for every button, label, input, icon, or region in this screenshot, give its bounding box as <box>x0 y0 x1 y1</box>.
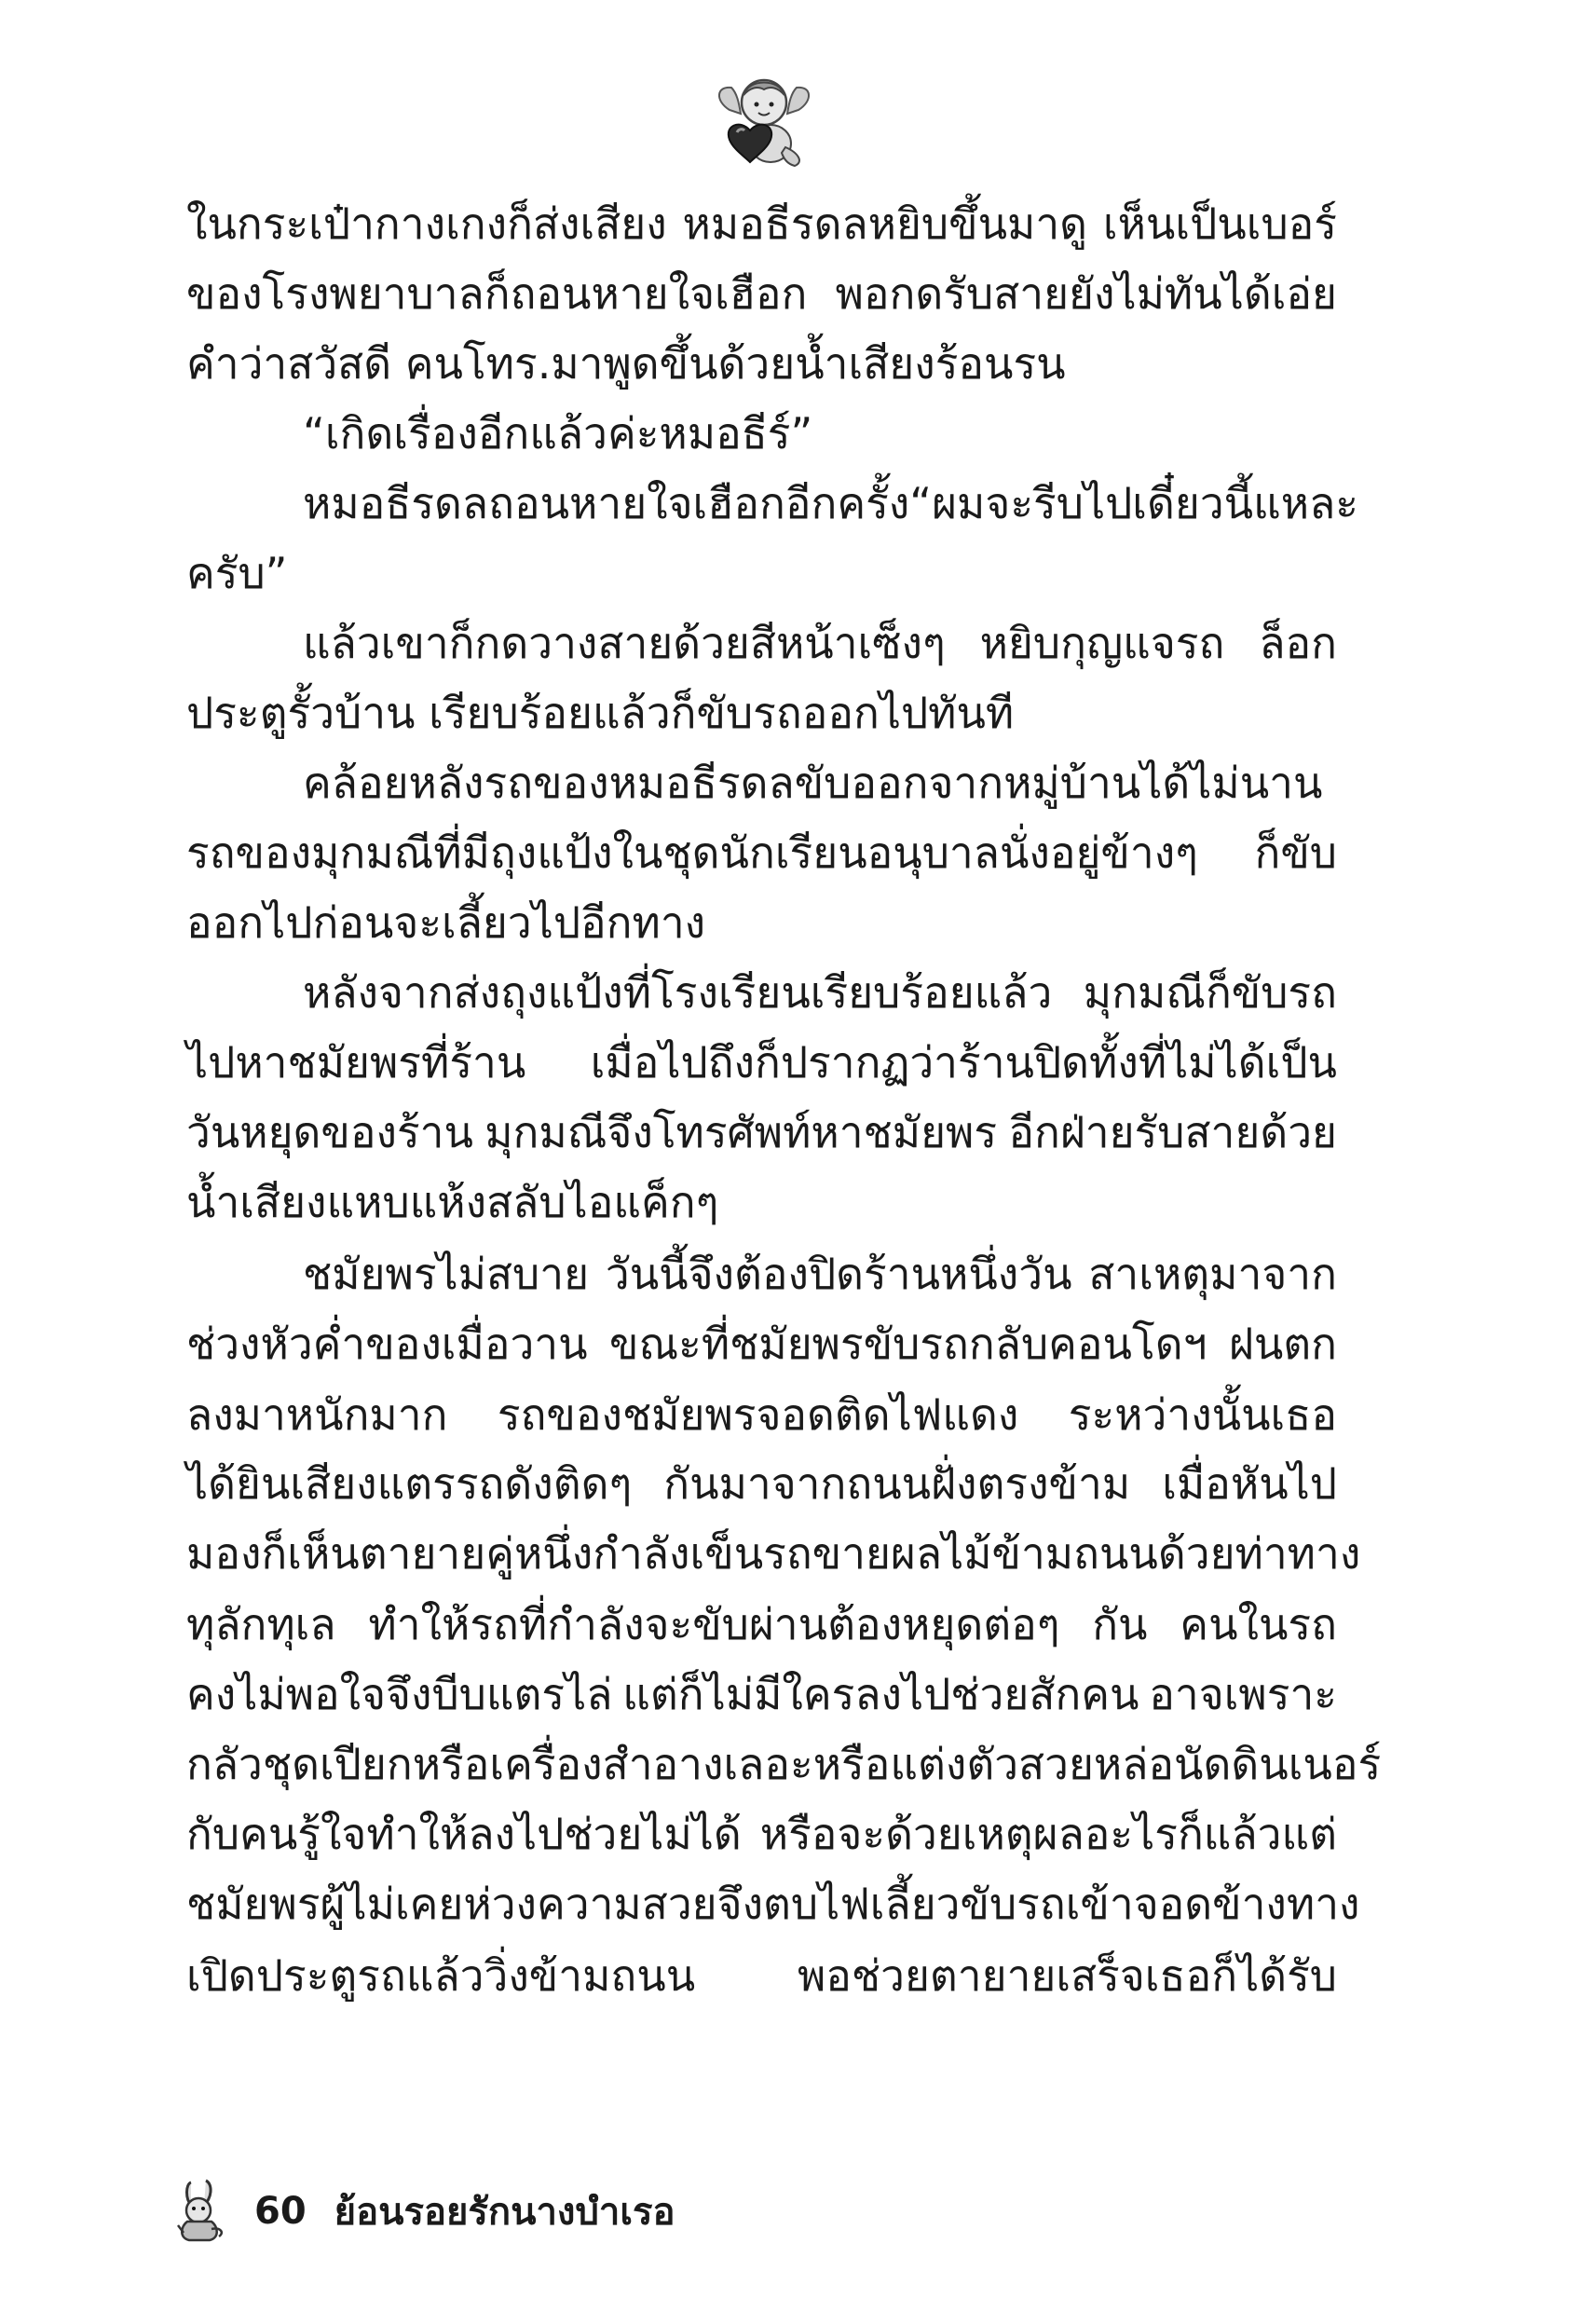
text-segment: ชมัยพรผู้ไม่เคยห่วงความสวยจึงตบไฟเลี้ยวขับรถเข้าจอดข้างทาง <box>186 1879 1360 1929</box>
text-segment: พอกดรับสายยังไม่ทันได้เอ่ย <box>835 268 1337 319</box>
text-segment: มองก็เห็นตายายคู่หนึ่งกำลังเข็นรถขายผลไม้ข้ามถนนด้วยท่าทาง <box>186 1528 1361 1579</box>
text-line <box>186 1446 1337 1521</box>
text-segment: ในกระเป๋ากางเกงก็ส่งเสียง <box>186 198 667 249</box>
text-line: คำว่าสวัสดี คนโทร.มาพูดขึ้นด้วยน้ำเสียงร้อนรน <box>186 338 1066 389</box>
text-segment: หมอธีรดลถอนหายใจเฮือกอีกครั้ง <box>303 478 910 528</box>
text-segment: ทำให้รถที่กำลังจะขับผ่านต้องหยุดต่อๆ <box>368 1599 1060 1649</box>
text-segment: ก็ขับ <box>1254 827 1337 878</box>
text-line <box>186 815 1337 890</box>
text-segment: วันนี้จึงต้องปิดร้านหนึ่งวัน <box>605 1249 1072 1299</box>
text-line: คล้อยหลังรถของหมอธีรดลขับออกจากหมู่บ้านได้ไม่นาน <box>303 758 1323 808</box>
text-segment: อาจเพราะ <box>1149 1669 1337 1719</box>
text-line <box>186 1516 1360 1591</box>
text-line <box>186 186 1337 261</box>
text-line <box>186 1377 1337 1452</box>
text-segment: ของโรงพยาบาลก็ถอนหายใจเฮือก <box>186 268 808 319</box>
text-segment: หยิบกุญแจรถ <box>979 618 1225 668</box>
cherub-holding-heart-icon <box>713 73 815 171</box>
text-line <box>186 1867 1360 1941</box>
text-segment: รถของชมัยพรจอดติดไฟแดง <box>497 1389 1019 1440</box>
text-segment: อีกฝ่ายรับสายด้วย <box>1008 1107 1337 1157</box>
text-line <box>186 1938 1337 2013</box>
text-segment: ลงมาหนักมาก <box>186 1389 448 1440</box>
text-segment: ไปหาชมัยพรที่ร้าน <box>186 1037 526 1087</box>
text-line <box>186 1587 1337 1661</box>
text-segment: คงไม่พอใจจึงบีบแตรไล่ <box>186 1669 613 1719</box>
text-segment: กัน <box>1092 1599 1148 1649</box>
text-segment: หลังจากส่งถุงแป้งที่โรงเรียนเรียบร้อยแล้ว <box>303 967 1053 1018</box>
text-segment: สาเหตุมาจาก <box>1088 1249 1337 1299</box>
text-segment: เมื่อไปถึงก็ปรากฏว่าร้านปิดทั้งที่ไม่ได้เป็น <box>590 1037 1337 1087</box>
text-segment: เมื่อหันไป <box>1162 1458 1337 1509</box>
book-title: ย้อนรอยรักนางบำเรอ <box>334 2191 675 2234</box>
text-segment: ขณะที่ชมัยพรขับรถกลับคอนโดฯ <box>609 1319 1207 1369</box>
text-segment: หรือแต่งตัวสวยหล่อนัดดินเนอร์ <box>812 1739 1382 1789</box>
text-segment: หมอธีรดลหยิบขึ้นมาดู <box>682 198 1088 249</box>
text-segment: แล้วเขาก็กดวางสายด้วยสีหน้าเซ็งๆ <box>303 618 946 668</box>
text-line: ครับ” <box>186 548 288 598</box>
text-line <box>303 606 1337 680</box>
text-line <box>186 256 1337 331</box>
text-segment: มุกมณีก็ขับรถ <box>1083 967 1337 1018</box>
bunny-footer-icon <box>172 2179 228 2244</box>
text-segment: แต่ก็ไม่มีใครลงไปช่วยสักคน <box>622 1669 1139 1719</box>
text-segment: ได้ยินเสียงแตรรถดังติดๆ <box>186 1458 633 1509</box>
text-line <box>186 1306 1337 1381</box>
text-segment: วันหยุดของร้าน <box>186 1107 473 1157</box>
text-segment: กับคนรู้ใจทำให้ลงไปช่วยไม่ได้ <box>186 1809 742 1859</box>
text-segment: “ผมจะรีบไปเดี๋ยวนี้แหละ <box>909 478 1358 528</box>
text-segment: กันมาจากถนนฝั่งตรงข้าม <box>663 1458 1131 1509</box>
text-segment: หรือจะด้วยเหตุผลอะไรก็แล้วแต่ <box>759 1809 1337 1859</box>
text-segment: ทุลักทุเล <box>186 1599 336 1649</box>
text-segment: ล็อก <box>1259 618 1337 668</box>
text-line: ประตูรั้วบ้าน เรียบร้อยแล้วก็ขับรถออกไปทันที <box>186 688 1015 738</box>
text-segment: ช่วงหัวค่ำของเมื่อวาน <box>186 1319 588 1369</box>
text-segment: เปิดประตูรถแล้ววิ่งข้ามถนน <box>186 1950 696 2001</box>
text-segment: ฝนตก <box>1228 1319 1337 1369</box>
text-segment: เห็นเป็นเบอร์ <box>1102 198 1337 249</box>
text-line: น้ำเสียงแหบแห้งสลับไอแค็กๆ <box>186 1177 719 1227</box>
text-segment: กลัวชุดเปียกหรือเครื่องสำอางเลอะ <box>186 1739 813 1789</box>
text-line <box>186 1025 1337 1100</box>
text-line: ออกไปก่อนจะเลี้ยวไปอีกทาง <box>186 897 706 948</box>
text-line <box>303 1237 1337 1311</box>
text-segment: รถของมุกมณีที่มีถุงแป้งในชุดนักเรียนอนุบาลนั่งอยู่ข้างๆ <box>186 827 1198 878</box>
text-line <box>186 1657 1337 1731</box>
page-number: 60 <box>254 2190 307 2233</box>
text-line: “เกิดเรื่องอีกแล้วค่ะหมอธีร์” <box>303 408 813 458</box>
text-segment: ชมัยพรไม่สบาย <box>303 1249 590 1299</box>
text-segment: คนในรถ <box>1180 1599 1337 1649</box>
text-segment: มุกมณีจึงโทรศัพท์หาชมัยพร <box>484 1107 998 1157</box>
text-line <box>186 1095 1337 1169</box>
text-line <box>186 1727 1382 1801</box>
text-line <box>303 466 1358 540</box>
text-segment: พอช่วยตายายเสร็จเธอก็ได้รับ <box>797 1950 1337 2001</box>
page-footer <box>172 2179 675 2244</box>
text-line <box>303 955 1337 1030</box>
text-line <box>186 1797 1337 1871</box>
text-segment: ระหว่างนั้นเธอ <box>1068 1389 1337 1440</box>
